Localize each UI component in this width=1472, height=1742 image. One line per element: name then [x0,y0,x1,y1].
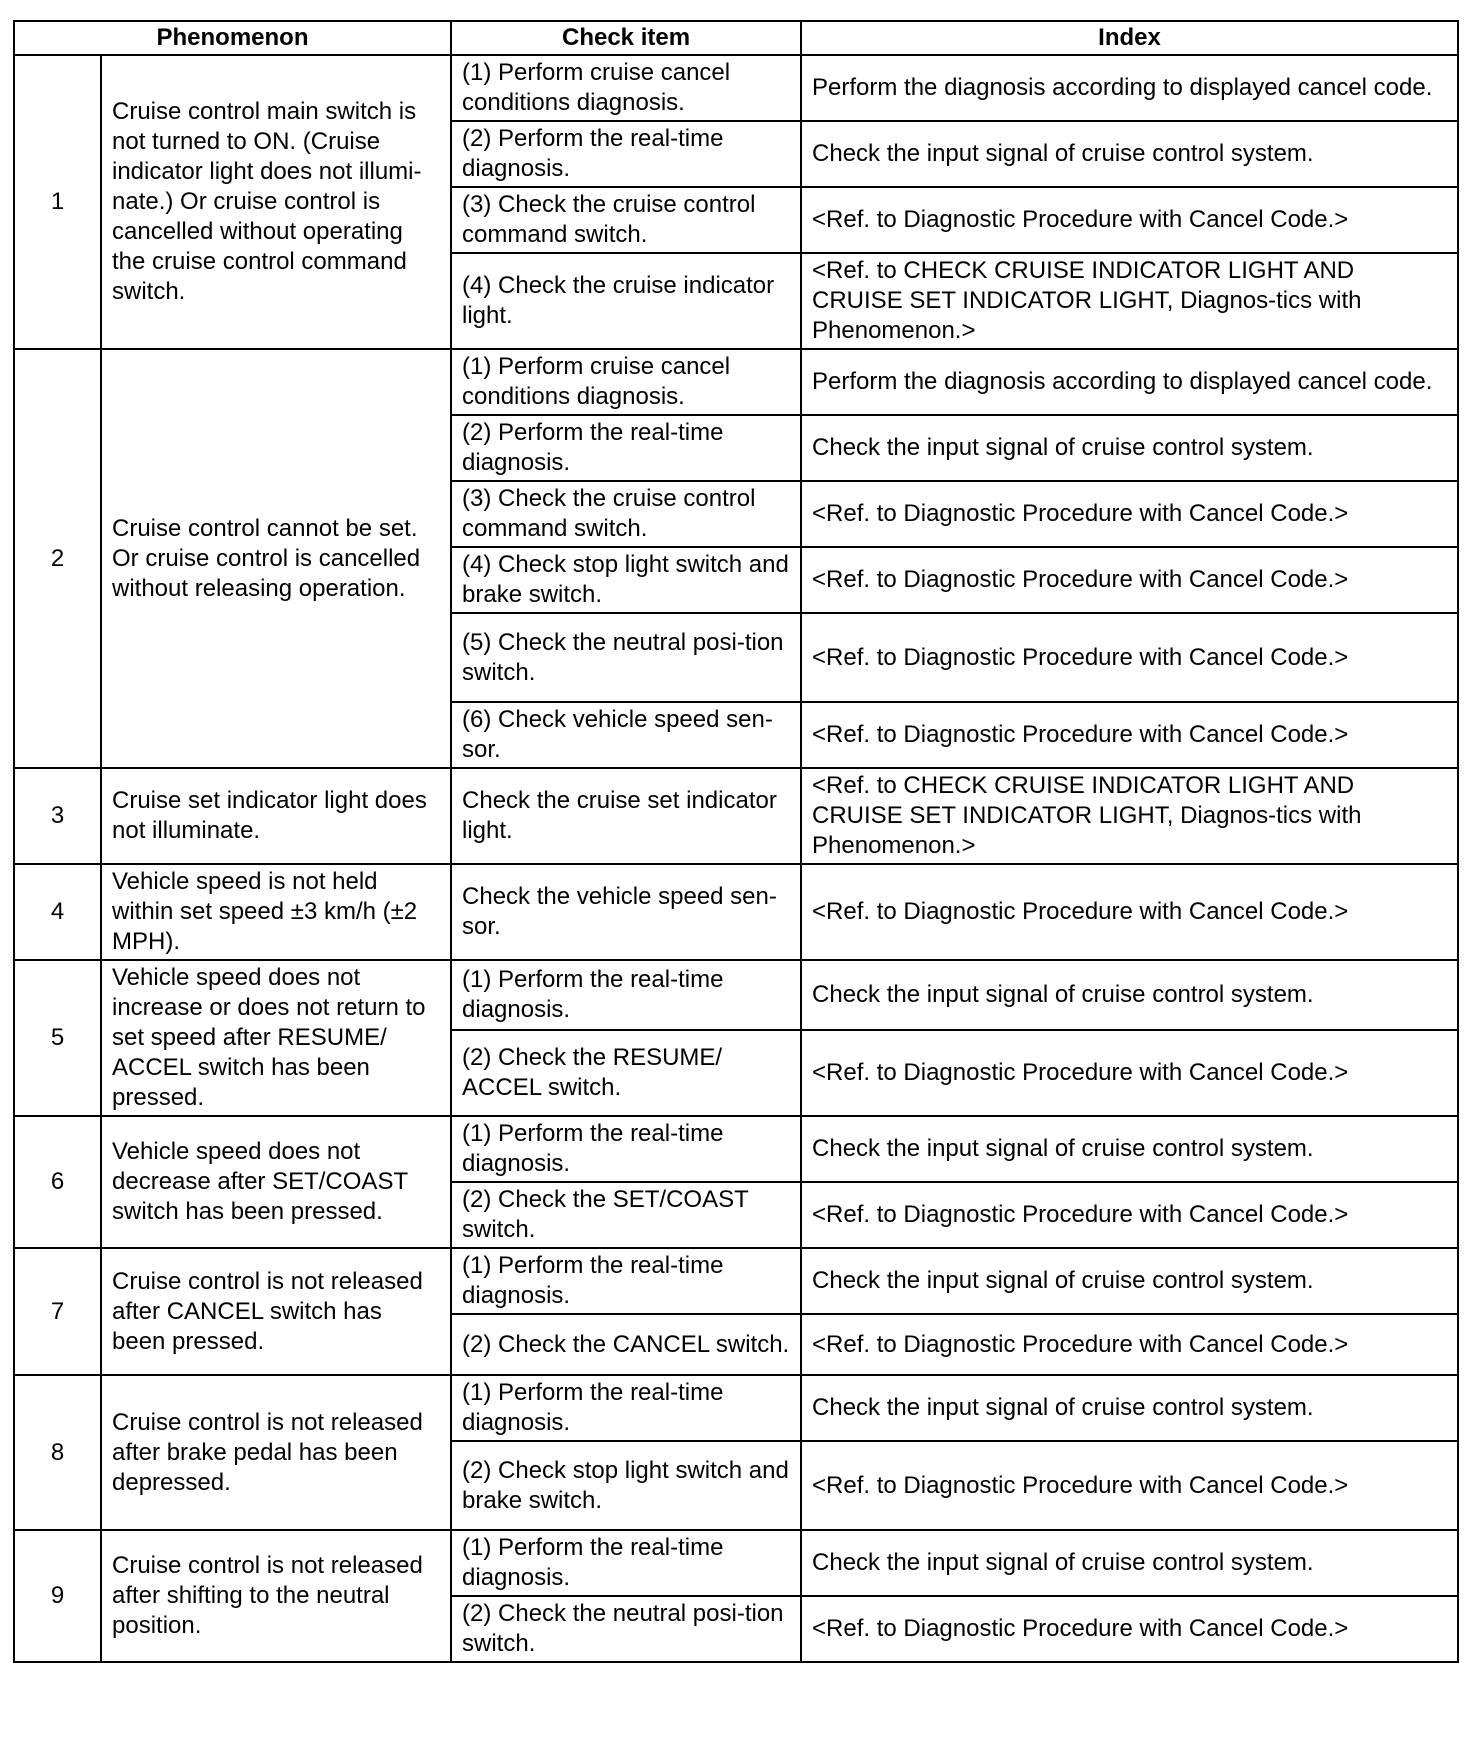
item-number: 7 [14,1248,101,1375]
check-item-cell: (1) Perform the real-time diagnosis. [451,1530,801,1596]
index-cell: <Ref. to CHECK CRUISE INDICATOR LIGHT AND CRUISE SET INDICATOR LIGHT, Diagnos-tics with Phenomenon.> [801,253,1458,349]
phenomenon-cell: Vehicle speed does not increase or does not return to set speed after RESUME/ ACCEL switch has been pressed. [101,960,451,1116]
check-item-cell: (2) Perform the real-time diagnosis. [451,415,801,481]
table-row [14,1375,1458,1441]
item-number: 4 [14,864,101,960]
index-cell: Check the input signal of cruise control system. [801,415,1458,481]
check-item-cell: (1) Perform the real-time diagnosis. [451,960,801,1030]
diagnostics-table [13,20,1459,1663]
index-cell: Check the input signal of cruise control system. [801,1248,1458,1314]
index-cell: <Ref. to Diagnostic Procedure with Cancel Code.> [801,1441,1458,1530]
index-cell: Check the input signal of cruise control system. [801,1116,1458,1182]
check-item-cell: (4) Check stop light switch and brake switch. [451,547,801,613]
index-cell: <Ref. to Diagnostic Procedure with Cancel Code.> [801,864,1458,960]
index-cell: <Ref. to Diagnostic Procedure with Cancel Code.> [801,1030,1458,1116]
check-item-cell: (1) Perform cruise cancel conditions diagnosis. [451,349,801,415]
index-cell: Check the input signal of cruise control system. [801,1530,1458,1596]
index-cell: <Ref. to Diagnostic Procedure with Cancel Code.> [801,702,1458,768]
index-cell: <Ref. to Diagnostic Procedure with Cancel Code.> [801,481,1458,547]
phenomenon-cell: Vehicle speed does not decrease after SET/COAST switch has been pressed. [101,1116,451,1248]
check-item-cell: (2) Check stop light switch and brake switch. [451,1441,801,1530]
phenomenon-cell: Vehicle speed is not held within set speed ±3 km/h (±2 MPH). [101,864,451,960]
check-item-cell: Check the vehicle speed sen-sor. [451,864,801,960]
index-cell: <Ref. to Diagnostic Procedure with Cancel Code.> [801,613,1458,702]
index-cell: <Ref. to Diagnostic Procedure with Cancel Code.> [801,547,1458,613]
table-body [14,55,1458,1662]
check-item-cell: (3) Check the cruise control command switch. [451,187,801,253]
check-item-cell: (2) Check the SET/COAST switch. [451,1182,801,1248]
check-item-cell: Check the cruise set indicator light. [451,768,801,864]
check-item-cell: (5) Check the neutral posi-tion switch. [451,613,801,702]
item-number: 6 [14,1116,101,1248]
check-item-cell: (6) Check vehicle speed sen-sor. [451,702,801,768]
item-number: 9 [14,1530,101,1662]
check-item-cell: (2) Check the RESUME/ ACCEL switch. [451,1030,801,1116]
item-number: 1 [14,55,101,349]
index-cell: Check the input signal of cruise control system. [801,960,1458,1030]
table-row [14,1248,1458,1314]
index-cell: Check the input signal of cruise control system. [801,121,1458,187]
check-item-cell: (4) Check the cruise indicator light. [451,253,801,349]
check-item-cell: (1) Perform cruise cancel conditions diagnosis. [451,55,801,121]
phenomenon-cell: Cruise control cannot be set. Or cruise control is cancelled without releasing operation. [101,349,451,768]
index-cell: <Ref. to Diagnostic Procedure with Cancel Code.> [801,1596,1458,1662]
index-cell: Perform the diagnosis according to displayed cancel code. [801,55,1458,121]
table-row [14,55,1458,121]
check-item-cell: (1) Perform the real-time diagnosis. [451,1116,801,1182]
index-cell: Check the input signal of cruise control system. [801,1375,1458,1441]
phenomenon-cell: Cruise control is not released after CANCEL switch has been pressed. [101,1248,451,1375]
index-cell: Perform the diagnosis according to displayed cancel code. [801,349,1458,415]
item-number: 3 [14,768,101,864]
phenomenon-cell: Cruise control is not released after shifting to the neutral position. [101,1530,451,1662]
header-phenomenon: Phenomenon [14,21,451,55]
check-item-cell: (2) Check the CANCEL switch. [451,1314,801,1375]
header-row [14,21,1458,55]
table-row [14,864,1458,960]
table-row [14,768,1458,864]
phenomenon-cell: Cruise control main switch is not turned to ON. (Cruise indicator light does not illumi-nate.) Or cruise control is cancelled without operating the cruise control command switch. [101,55,451,349]
check-item-cell: (1) Perform the real-time diagnosis. [451,1248,801,1314]
index-cell: <Ref. to Diagnostic Procedure with Cancel Code.> [801,187,1458,253]
header-index: Index [801,21,1458,55]
index-cell: <Ref. to Diagnostic Procedure with Cancel Code.> [801,1314,1458,1375]
phenomenon-cell: Cruise control is not released after brake pedal has been depressed. [101,1375,451,1530]
index-cell: <Ref. to CHECK CRUISE INDICATOR LIGHT AND CRUISE SET INDICATOR LIGHT, Diagnos-tics with Phenomenon.> [801,768,1458,864]
table-row [14,1530,1458,1596]
table-row [14,1116,1458,1182]
check-item-cell: (3) Check the cruise control command switch. [451,481,801,547]
item-number: 2 [14,349,101,768]
phenomenon-cell: Cruise set indicator light does not illuminate. [101,768,451,864]
item-number: 5 [14,960,101,1116]
index-cell: <Ref. to Diagnostic Procedure with Cancel Code.> [801,1182,1458,1248]
item-number: 8 [14,1375,101,1530]
check-item-cell: (2) Perform the real-time diagnosis. [451,121,801,187]
table-row [14,349,1458,415]
check-item-cell: (2) Check the neutral posi-tion switch. [451,1596,801,1662]
check-item-cell: (1) Perform the real-time diagnosis. [451,1375,801,1441]
header-check-item: Check item [451,21,801,55]
table-row [14,960,1458,1030]
